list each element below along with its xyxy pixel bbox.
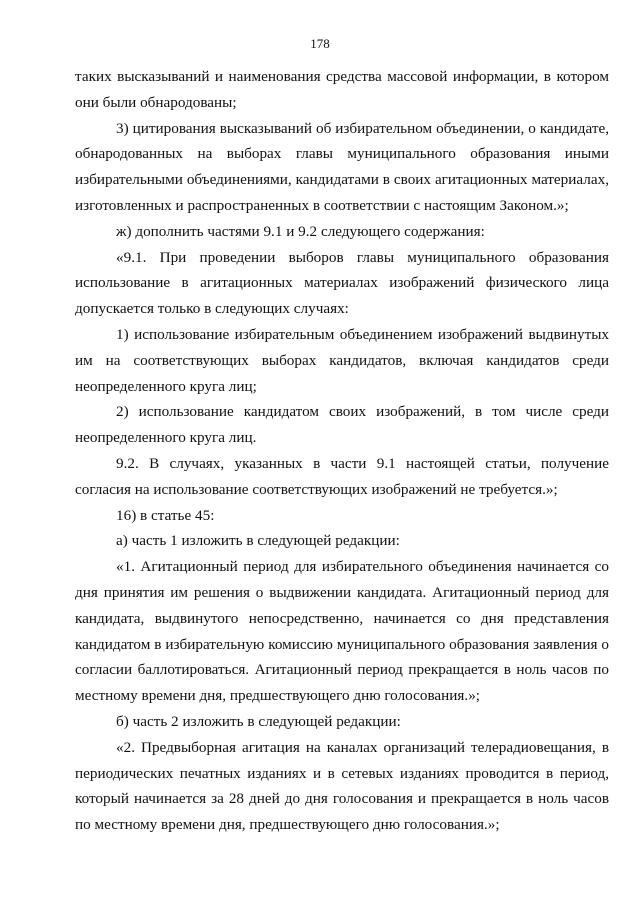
paragraph-amendment-b: б) часть 2 изложить в следующей редакции: (116, 712, 401, 730)
paragraph-amendment-zh: ж) дополнить частями 9.1 и 9.2 следующего содержания: (116, 222, 485, 240)
paragraph-part-9-2: 9.2. В случаях, указанных в части 9.1 настоящей статьи, получение согласия на использование соответствующих изображений не требуется.»; (75, 454, 609, 498)
paragraph-case-2: 2) использование кандидатом своих изображений, в том числе среди неопределенного круга лиц. (75, 403, 609, 447)
paragraph-item-16: 16) в статье 45: (116, 506, 215, 524)
paragraph-case-1: 1) использование избирательным объединением изображений выдвинутых им на соответствующих выборах кандидатов, включая кандидатов среди неопределенного круга лиц; (75, 325, 609, 395)
document-body (75, 64, 609, 838)
paragraph-amendment-a: а) часть 1 изложить в следующей редакции: (116, 532, 400, 550)
page-number: 178 (310, 36, 330, 51)
paragraph-part-9-1: «9.1. При проведении выборов главы муниципального образования использование в агитационных материалах изображений физического лица допускается только в следующих случаях: (75, 248, 609, 318)
paragraph-continuation: таких высказываний и наименования средства массовой информации, в котором они были обнародованы; (75, 68, 609, 111)
paragraph-part-2: «2. Предвыборная агитация на каналах организаций телерадиовещания, в периодических печатных изданиях и в сетевых изданиях проводится в период, который начинается за 28 дней до дня голосования и прекращается в ноль часов по местному времени дня, предшествующего дню голосования.»; (75, 738, 609, 834)
paragraph-part-1: «1. Агитационный период для избирательного объединения начинается со дня принятия им решения о выдвижении кандидата. Агитационный период для кандидата, выдвинутого непосредственно, начинается со дня представления кандидатом в избирательную комиссию муниципального образования заявления о согласии баллотироваться. Агитационный период прекращается в ноль часов по местному времени дня, предшествующего дню голосования.»; (75, 558, 609, 705)
paragraph-item-3: 3) цитирования высказываний об избирательном объединении, о кандидате, обнародованных на выборах главы муниципального образования иными избирательными объединениями, кандидатами в своих агитационных материалах, изготовленных и распространенных в соответствии с настоящим Законом.»; (75, 119, 609, 214)
